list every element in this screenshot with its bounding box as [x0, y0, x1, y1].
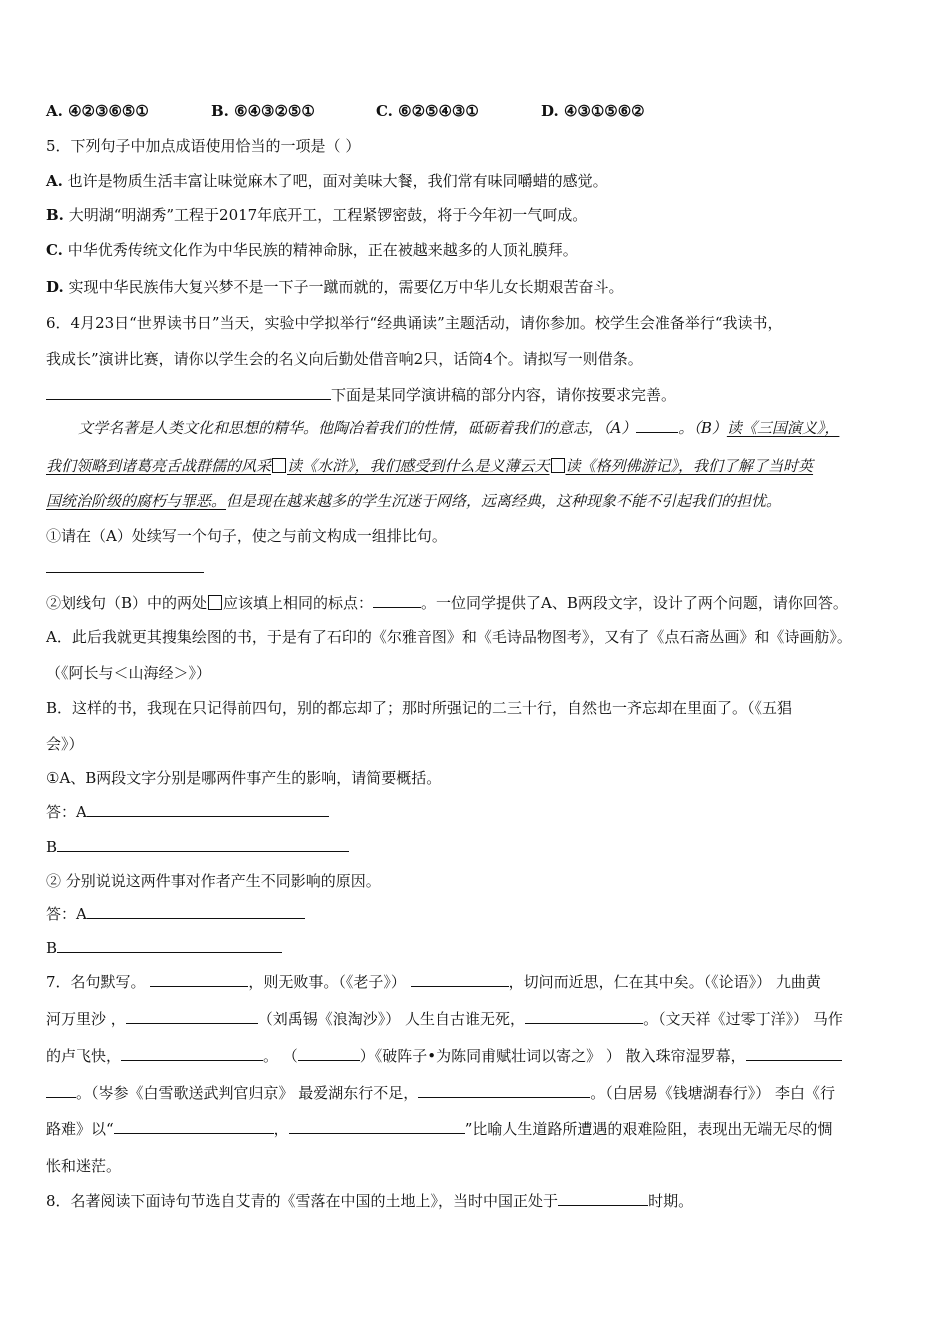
text-b-line-2: 会》）: [46, 735, 84, 753]
q4-option-c-letter: C.: [376, 102, 393, 120]
punctuation-answer-blank[interactable]: [373, 593, 421, 608]
q7-l3-c: ）《破阵子•为陈同甫赋壮词以寄之》 ） 散入珠帘湿罗幕，: [359, 1047, 746, 1065]
sub2-c: 。一位同学提供了A、B两段文字，设计了两个问题，请你回答。: [421, 594, 848, 612]
sub2-b: 应该填上相同的标点：: [223, 594, 374, 612]
q7-l4-a: 。（岑参《白雪歌送武判官归京》 最爱湖东行不足，: [76, 1084, 419, 1102]
text-b-line-1: B．这样的书，我现在只记得前四句，别的都忘却了；那时所强记的二三十行，自然也一齐忘却在里面了。（《五猖: [46, 699, 793, 717]
q7-blank-9[interactable]: [114, 1119, 274, 1134]
q6-question-2: ② 分别说说这两件事对作者产生不同影响的原因。: [46, 872, 381, 890]
q5-a-text: 也许是物质生活丰富让味觉麻木了吧，面对美味大餐，我们常有味同嚼蜡的感觉。: [67, 172, 608, 190]
q7-blank-2[interactable]: [411, 972, 509, 987]
answer-2b-blank[interactable]: [57, 938, 282, 953]
q8-l1-a: 8．名著阅读下面诗句节选自艾青的《雪落在中国的土地上》，当时中国正处于: [46, 1192, 559, 1210]
passage-l1-b: 。（B）: [678, 419, 727, 437]
q4-option-c: ⑥②⑤④③①: [398, 102, 479, 120]
b-prefix: B: [46, 838, 58, 856]
q6-sub-2: [46, 593, 848, 613]
q5-c-text: 中华优秀传统文化作为中华民族的精神命脉，正在被越来越多的人顶礼膜拜。: [67, 241, 578, 259]
loan-note-blank[interactable]: [46, 385, 331, 400]
passage-l3-b: 但是现在越来越多的学生沉迷于网络，远离经典，这种现象不能不引起我们的担忧。: [226, 492, 782, 510]
passage-l2-a: 我们领略到诸葛亮舌战群儒的风采: [46, 457, 272, 475]
q4-option-d-letter: D.: [541, 102, 559, 120]
q7-l3-b: 。 （: [263, 1047, 298, 1065]
b-prefix-2: B: [46, 939, 58, 957]
q6-line-3: [46, 385, 676, 405]
passage-l2-b: 读《水浒》，我们感受到什么是义薄云天: [287, 457, 550, 475]
punctuation-box-ref: [208, 595, 222, 610]
punctuation-box-1: [272, 458, 286, 473]
answer-prefix: 答：A: [46, 803, 87, 821]
q6-line-3-tail: 下面是某同学演讲稿的部分内容，请你按要求完善。: [331, 386, 677, 404]
q7-line-4: [46, 1083, 835, 1103]
q7-l1-b: ，则无败事。（《老子》）: [248, 973, 406, 991]
q7-blank-7[interactable]: [746, 1046, 842, 1061]
q7-blank-4[interactable]: [525, 1009, 643, 1024]
q5-c-letter: C.: [46, 241, 63, 259]
q7-blank-10[interactable]: [289, 1119, 465, 1134]
q7-l2-b: （刘禹锡《浪淘沙》） 人生自古谁无死，: [257, 1010, 526, 1028]
q6-answer-2a: [46, 904, 305, 924]
q7-l4-b: 。（白居易《钱塘湖春行》） 李白《行: [590, 1084, 836, 1102]
q5-option-a: [46, 171, 608, 191]
q4-option-a-letter: A.: [46, 102, 63, 120]
passage-l1-underlined: 读《三国演义》，: [726, 419, 840, 437]
q7-l2-a: 河万里沙 ，: [46, 1010, 126, 1028]
answer-2a-blank[interactable]: [87, 904, 305, 919]
q7-line-6: 怅和迷茫。: [46, 1157, 122, 1175]
q4-option-a: ④②③⑥⑤①: [68, 102, 149, 120]
q6-answer-2b: [46, 938, 282, 958]
answer-prefix-2: 答：A: [46, 905, 87, 923]
q5-option-c: [46, 240, 578, 260]
text-a-line-2: （《阿长与＜山海经＞》）: [46, 664, 212, 682]
q7-line-3: [46, 1046, 842, 1066]
q5-option-b: [46, 205, 587, 225]
q6-answer-1b: [46, 837, 349, 857]
q7-l5-c: ”比喻人生道路所遭遇的艰难险阻，表现出无端无尽的惆: [464, 1120, 833, 1138]
q4-option-b-letter: B.: [211, 102, 229, 120]
passage-line-2: [46, 456, 813, 476]
q5-a-letter: A.: [46, 172, 63, 190]
answer-1b-blank[interactable]: [57, 837, 349, 852]
q7-blank-5[interactable]: [121, 1046, 263, 1061]
q6-sub-1: ①请在（A）处续写一个句子，使之与前文构成一组排比句。: [46, 527, 447, 545]
q7-blank-3[interactable]: [126, 1009, 258, 1024]
q7-blank-8[interactable]: [418, 1083, 590, 1098]
text-a-line-1: A．此后我就更其搜集绘图的书，于是有了石印的《尔雅音图》和《毛诗品物图考》，又有了《点石斋丛画》和《诗画舫》。: [46, 628, 852, 646]
q7-line-2: [46, 1009, 843, 1029]
q7-blank-6[interactable]: [298, 1046, 360, 1061]
q5-stem: 5．下列句子中加点成语使用恰当的一项是（ ）: [46, 137, 361, 155]
passage-l3-underlined: 国统治阶级的腐朽与罪恶。: [46, 492, 227, 510]
q6-question-1: ①A、B两段文字分别是哪两件事产生的影响，请简要概括。: [46, 769, 442, 787]
q8-line-1: [46, 1191, 693, 1211]
q5-b-text: 大明湖“明湖秀”工程于2017年底开工，工程紧锣密鼓，将于今年初一气呵成。: [68, 206, 588, 224]
q4-option-d: ④③①⑤⑥②: [563, 102, 645, 120]
q8-l1-b: 时期。: [648, 1192, 694, 1210]
q7-line-5: [46, 1119, 832, 1139]
q4-option-b: ⑥④③②⑤①: [234, 102, 315, 120]
passage-line-1: [78, 418, 839, 438]
passage-line-3: [46, 491, 781, 511]
q7-l3-a: 的卢飞快，: [46, 1047, 122, 1065]
q5-d-letter: D.: [46, 278, 64, 296]
q4-options: [46, 101, 645, 121]
q7-line-1: [46, 972, 821, 992]
q5-d-text: 实现中华民族伟大复兴梦不是一下子一蹴而就的，需要亿万中华儿女长期艰苦奋斗。: [68, 278, 624, 296]
q7-l5-b: ，: [273, 1120, 289, 1138]
q7-blank-1[interactable]: [150, 972, 248, 987]
q7-blank-7-cont[interactable]: [46, 1083, 76, 1098]
q7-l2-c: 。（文天祥《过零丁洋》） 马作: [643, 1010, 843, 1028]
sub2-a: ②划线句（B）中的两处: [46, 594, 208, 612]
q6-sub-1-answer-line: [46, 558, 204, 578]
q7-l1-c: ，切问而近思，仁在其中矣。（《论语》） 九曲黄: [508, 973, 821, 991]
q5-option-d: [46, 277, 624, 297]
blank-a[interactable]: [636, 418, 678, 433]
q5-b-letter: B.: [46, 206, 64, 224]
passage-l1-a: 文学名著是人类文化和思想的精华。他陶冶着我们的性情，砥砺着我们的意志，（A）: [78, 419, 637, 437]
q8-blank[interactable]: [558, 1191, 648, 1206]
passage-l2-c: 读《格列佛游记》，我们了解了当时英: [565, 457, 814, 475]
q6-line-2: 我成长”演讲比赛，请你以学生会的名义向后勤处借音响2只，话筒4个。请拟写一则借条。: [46, 350, 643, 368]
q6-answer-1a: [46, 802, 329, 822]
q7-l1-a: 7．名句默写。: [46, 973, 146, 991]
answer-1a-blank[interactable]: [87, 802, 329, 817]
sub1-answer-blank[interactable]: [46, 558, 204, 573]
q6-line-1: 6．4月23日“世界读书日”当天，实验中学拟举行“经典诵读”主题活动，请你参加。校学生会准备举行“我读书，: [46, 314, 783, 332]
punctuation-box-2: [551, 458, 565, 473]
q7-l5-a: 路难》以“: [46, 1120, 114, 1138]
